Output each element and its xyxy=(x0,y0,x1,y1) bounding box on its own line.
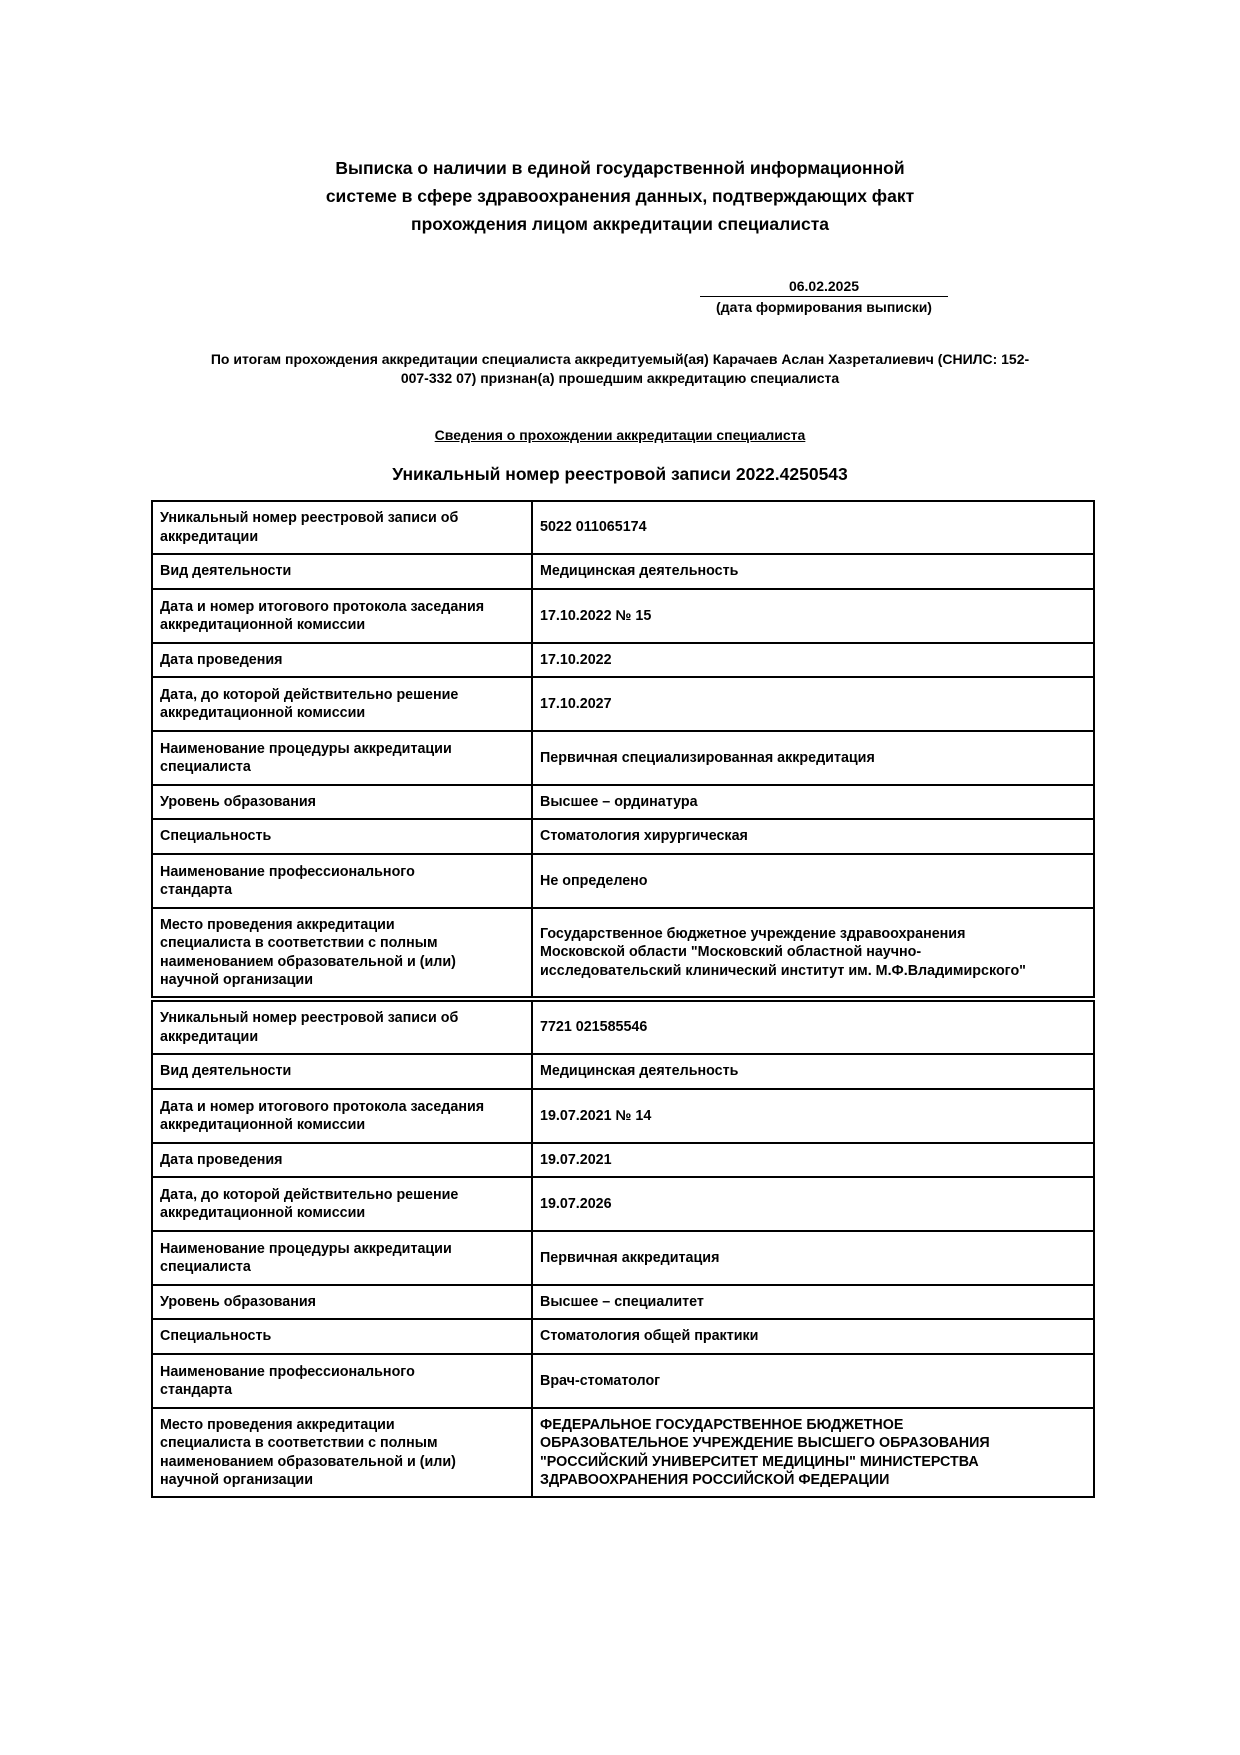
field-value-line: Стоматология хирургическая xyxy=(540,828,748,845)
field-label-line: Вид деятельности xyxy=(160,563,292,580)
field-value xyxy=(532,1231,1094,1285)
field-label xyxy=(152,1319,532,1354)
field-label-line: Специальность xyxy=(160,828,272,845)
statement-date-block xyxy=(700,277,948,317)
field-value-line: Высшее – ординатура xyxy=(540,793,698,810)
field-label xyxy=(152,1177,532,1231)
field-label-line: Дата и номер итогового протокола заседания xyxy=(160,598,485,615)
field-label-line: Уникальный номер реестровой записи об xyxy=(160,510,459,526)
field-value-line: Государственное бюджетное учреждение здравоохранения xyxy=(540,925,966,942)
field-value-line: 7721 021585546 xyxy=(540,1019,648,1036)
field-value-line: Врач-стоматолог xyxy=(540,1372,661,1389)
field-label-line: специалиста в соответствии с полным xyxy=(160,1435,438,1451)
statement-date-caption: (дата формирования выписки) xyxy=(716,299,932,315)
field-label xyxy=(152,785,532,819)
field-label-line: Вид деятельности xyxy=(160,1063,292,1080)
field-label-line: специалиста xyxy=(160,1259,251,1275)
field-value-line: ФЕДЕРАЛЬНОЕ ГОСУДАРСТВЕННОЕ БЮДЖЕТНОЕ xyxy=(540,1416,904,1433)
field-value xyxy=(532,1408,1094,1497)
field-value xyxy=(532,1001,1094,1054)
field-label-line: Специальность xyxy=(160,1328,272,1345)
field-label xyxy=(152,1231,532,1285)
field-value-line: Первичная специализированная аккредитация xyxy=(540,749,875,766)
accreditation-table-1 xyxy=(151,500,1095,998)
field-label-line: Место проведения аккредитации xyxy=(160,916,395,933)
table-row xyxy=(152,854,1094,908)
field-value-line: Не определено xyxy=(540,872,648,889)
field-label-line: аккредитационной комиссии xyxy=(160,1117,366,1133)
field-value-line: Первичная аккредитация xyxy=(540,1249,720,1266)
field-value-line: 17.10.2022 № 15 xyxy=(540,607,652,624)
field-label-line: аккредитации xyxy=(160,1028,259,1045)
field-value-line: Медицинская деятельность xyxy=(540,563,739,580)
field-label-line: Уровень образования xyxy=(160,793,316,810)
field-value xyxy=(532,643,1094,677)
field-value-line: ЗДРАВООХРАНЕНИЯ РОССИЙСКОЙ ФЕДЕРАЦИИ xyxy=(540,1472,890,1488)
field-value-line: Московской области "Московский областной научно- xyxy=(540,944,922,961)
field-value-line: 5022 011065174 xyxy=(540,519,647,536)
table-row xyxy=(152,1001,1094,1054)
table-row xyxy=(152,677,1094,731)
field-value xyxy=(532,819,1094,854)
field-label-line: стандарта xyxy=(160,882,233,898)
field-label-line: Место проведения аккредитации xyxy=(160,1416,395,1433)
field-value-line: "РОССИЙСКИЙ УНИВЕРСИТЕТ МЕДИЦИНЫ" МИНИСТЕРСТВА xyxy=(540,1453,979,1470)
field-value-line: ОБРАЗОВАТЕЛЬНОЕ УЧРЕЖДЕНИЕ ВЫСШЕГО ОБРАЗОВАНИЯ xyxy=(540,1435,990,1451)
field-value xyxy=(532,501,1094,554)
table-row xyxy=(152,501,1094,554)
field-label-line: Уникальный номер реестровой записи об xyxy=(160,1010,459,1026)
field-value xyxy=(532,677,1094,731)
field-value-line: Высшее – специалитет xyxy=(540,1293,704,1310)
field-label-line: специалиста в соответствии с полным xyxy=(160,935,438,951)
table-row xyxy=(152,589,1094,643)
table-row xyxy=(152,1408,1094,1497)
registry-record-number: Уникальный номер реестровой записи 2022.4250543 xyxy=(392,464,848,484)
field-label xyxy=(152,854,532,908)
table-row xyxy=(152,785,1094,819)
field-label xyxy=(152,1143,532,1177)
field-label-line: Дата и номер итогового протокола заседания xyxy=(160,1098,485,1115)
field-label-line: аккредитационной комиссии xyxy=(160,617,366,633)
field-label xyxy=(152,554,532,589)
field-value xyxy=(532,731,1094,785)
result-line: 007-332 07) признан(а) прошедшим аккредитацию специалиста xyxy=(400,370,840,386)
field-label xyxy=(152,677,532,731)
field-value xyxy=(532,589,1094,643)
field-value-line: Медицинская деятельность xyxy=(540,1063,739,1080)
table-row xyxy=(152,643,1094,677)
table-row xyxy=(152,731,1094,785)
accreditation-table-2 xyxy=(151,1000,1095,1498)
field-label-line: Наименование процедуры аккредитации xyxy=(160,740,452,757)
field-label-line: Дата, до которой действительно решение xyxy=(160,1186,459,1203)
field-label xyxy=(152,1001,532,1054)
field-value xyxy=(532,908,1094,997)
table-row xyxy=(152,1177,1094,1231)
field-label xyxy=(152,501,532,554)
table-row xyxy=(152,908,1094,997)
field-value-line: исследовательский клинический институт им. М.Ф.Владимирского" xyxy=(540,962,1026,979)
field-value xyxy=(532,1143,1094,1177)
field-value-line: Стоматология общей практики xyxy=(540,1328,759,1345)
field-label xyxy=(152,1054,532,1089)
field-label-line: наименованием образовательной и (или) xyxy=(160,953,456,970)
field-label xyxy=(152,1408,532,1497)
field-label xyxy=(152,819,532,854)
field-label-line: Уровень образования xyxy=(160,1293,316,1310)
field-label xyxy=(152,1285,532,1319)
field-label-line: научной организации xyxy=(160,1472,314,1488)
field-label-line: наименованием образовательной и (или) xyxy=(160,1453,456,1470)
accreditation-result-text xyxy=(150,350,1090,388)
statement-date: 06.02.2025 xyxy=(700,277,948,297)
table-row xyxy=(152,1231,1094,1285)
field-label xyxy=(152,589,532,643)
field-label xyxy=(152,908,532,997)
table-row xyxy=(152,1285,1094,1319)
table-row xyxy=(152,1054,1094,1089)
field-label-line: аккредитационной комиссии xyxy=(160,705,366,721)
table-row xyxy=(152,1319,1094,1354)
field-value-line: 19.07.2021 № 14 xyxy=(540,1107,652,1124)
table-row xyxy=(152,554,1094,589)
field-label-line: Наименование процедуры аккредитации xyxy=(160,1240,452,1257)
field-label-line: аккредитационной комиссии xyxy=(160,1205,366,1221)
field-label-line: Дата, до которой действительно решение xyxy=(160,686,459,703)
field-value-line: 17.10.2022 xyxy=(540,651,612,668)
result-line: По итогам прохождения аккредитации специалиста аккредитуемый(ая) Карачаев Аслан Хазреталиевич (СНИЛС: 152- xyxy=(210,351,1030,367)
document-title-line: прохождения лицом аккредитации специалиста xyxy=(411,214,829,234)
field-label-line: аккредитации xyxy=(160,528,259,545)
document-title xyxy=(240,154,1000,238)
field-value xyxy=(532,854,1094,908)
table-row xyxy=(152,1354,1094,1408)
field-label-line: Наименование профессионального xyxy=(160,863,415,880)
field-label xyxy=(152,643,532,677)
field-value xyxy=(532,1054,1094,1089)
field-value xyxy=(532,1319,1094,1354)
section-header: Сведения о прохождении аккредитации специалиста xyxy=(434,427,806,443)
field-label-line: стандарта xyxy=(160,1382,233,1398)
document-title-line: Выписка о наличии в единой государственной информационной xyxy=(335,158,905,178)
table-row xyxy=(152,819,1094,854)
field-value-line: 19.07.2026 xyxy=(540,1195,612,1212)
field-value-line: 17.10.2027 xyxy=(540,695,612,712)
field-label xyxy=(152,731,532,785)
table-row xyxy=(152,1143,1094,1177)
field-label xyxy=(152,1089,532,1143)
field-value xyxy=(532,1089,1094,1143)
field-label-line: Наименование профессионального xyxy=(160,1363,415,1380)
field-value xyxy=(532,785,1094,819)
field-value xyxy=(532,1177,1094,1231)
table-row xyxy=(152,1089,1094,1143)
field-value xyxy=(532,554,1094,589)
field-value-line: 19.07.2021 xyxy=(540,1151,612,1168)
field-value xyxy=(532,1354,1094,1408)
field-label-line: специалиста xyxy=(160,759,251,775)
field-label xyxy=(152,1354,532,1408)
field-label-line: научной организации xyxy=(160,972,314,988)
field-label-line: Дата проведения xyxy=(160,651,283,668)
field-value xyxy=(532,1285,1094,1319)
field-label-line: Дата проведения xyxy=(160,1151,283,1168)
document-title-line: системе в сфере здравоохранения данных, подтверждающих факт xyxy=(325,186,915,206)
